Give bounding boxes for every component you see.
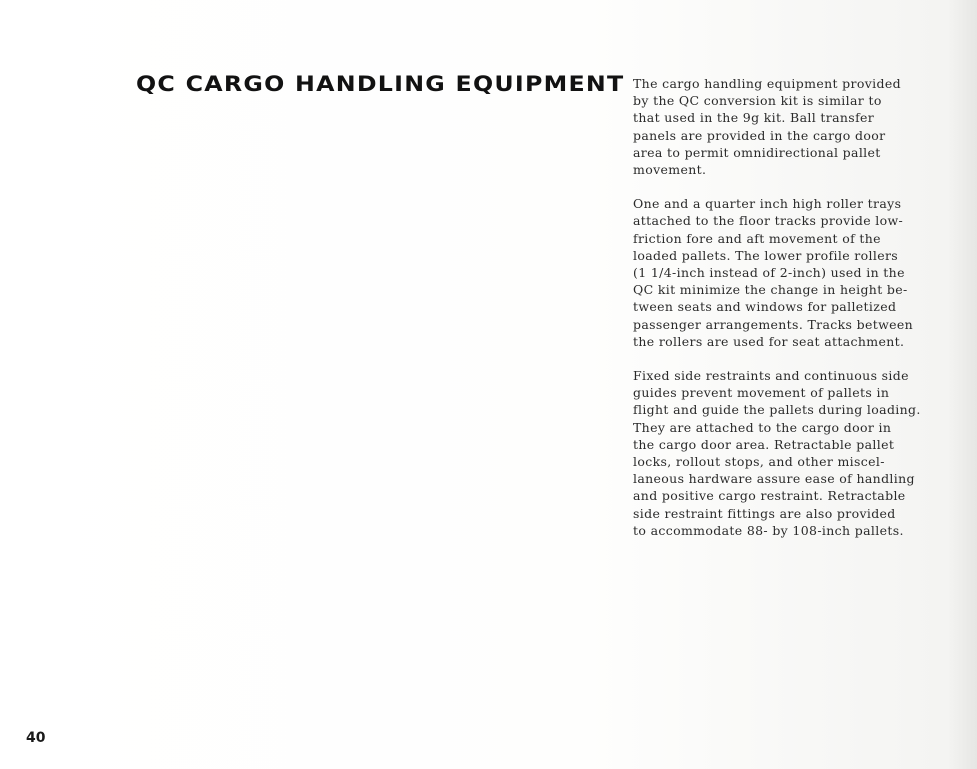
text-line: locks, rollout stops, and other miscel- — [633, 454, 885, 470]
body-text — [633, 75, 933, 556]
text-line: passenger arrangements. Tracks between — [633, 316, 914, 332]
text-line: friction fore and aft movement of the — [633, 230, 881, 246]
text-line: movement. — [633, 162, 707, 178]
text-line: Fixed side restraints and continuous side — [633, 368, 909, 384]
text-line: by the QC conversion kit is similar to — [633, 93, 882, 109]
text-line: the cargo door area. Retractable pallet — [633, 436, 895, 452]
text-line: flight and guide the pallets during loading. — [633, 402, 921, 418]
page-number: 40 — [26, 730, 46, 746]
text-line: (1 1/4-inch instead of 2-inch) used in the — [633, 265, 905, 281]
text-line: side restraint fittings are also provided — [633, 505, 896, 521]
text-line: The cargo handling equipment provided — [633, 76, 901, 91]
text-line: area to permit omnidirectional pallet — [633, 144, 881, 160]
text-line: laneous hardware assure ease of handling — [633, 471, 915, 487]
text-line: attached to the floor tracks provide low- — [633, 213, 904, 229]
text-line: the rollers are used for seat attachment. — [633, 333, 905, 349]
text-line: panels are provided in the cargo door — [633, 127, 886, 143]
text-line: to accommodate 88- by 108-inch pallets. — [633, 522, 904, 538]
text-line: loaded pallets. The lower profile rollers — [633, 247, 899, 263]
page-title: QC CARGO HANDLING EQUIPMENT — [136, 72, 625, 96]
paragraph-1 — [633, 75, 933, 178]
text-line: tween seats and windows for palletized — [633, 299, 897, 315]
paragraph-3 — [633, 367, 933, 539]
text-line: QC kit minimize the change in height be- — [633, 282, 908, 298]
text-line: guides prevent movement of pallets in — [633, 385, 890, 401]
text-line: They are attached to the cargo door in — [633, 419, 892, 435]
text-line: One and a quarter inch high roller trays — [633, 196, 902, 212]
text-line: that used in the 9g kit. Ball transfer — [633, 110, 875, 126]
text-line: and positive cargo restraint. Retractable — [633, 488, 906, 504]
paragraph-2 — [633, 195, 933, 350]
